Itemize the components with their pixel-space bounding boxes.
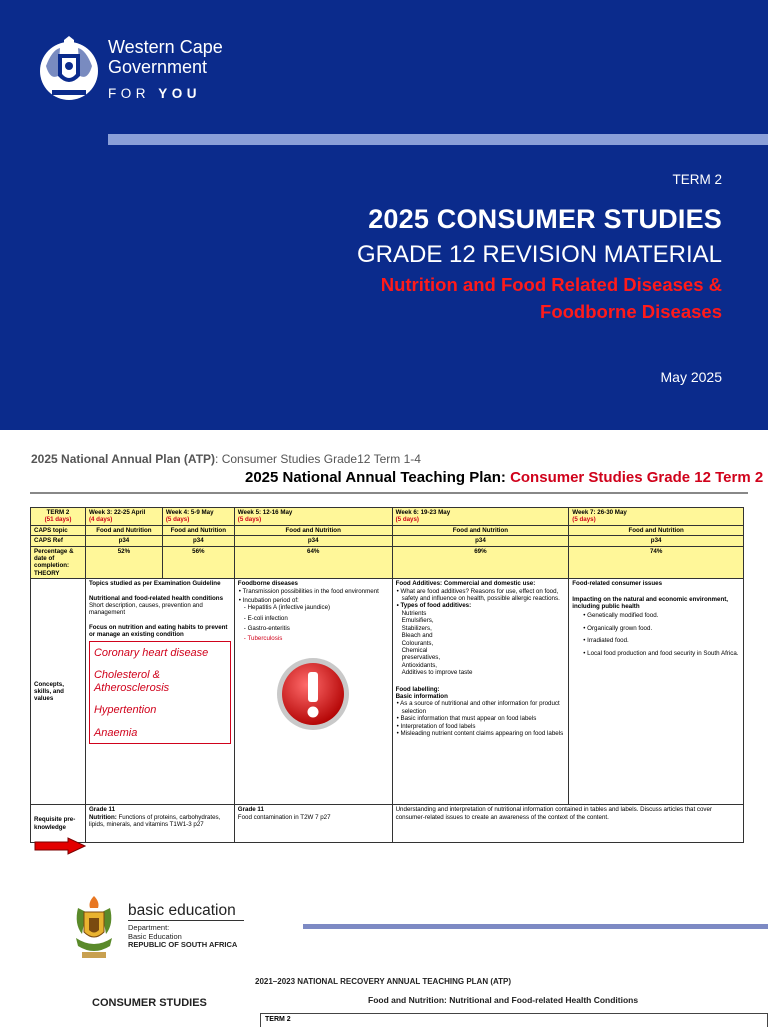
col1-focus: Focus on nutrition and eating habits to prevent or manage an existing condition [88, 623, 228, 639]
list-item: • Transmission possibilities in the food environment [238, 587, 379, 595]
col3-heading: Food Additives: Commercial and domestic use: [395, 580, 536, 588]
table-row [31, 579, 744, 805]
exclamation-warning-icon [275, 656, 351, 732]
week-header-cell [234, 508, 392, 526]
prereq-text [89, 814, 231, 829]
be-atp-title: 2021–2023 NATIONAL RECOVERY ANNUAL TEACHING PLAN (ATP) [255, 977, 512, 986]
col1-intro: Topics studied as per Examination Guideline [88, 580, 221, 588]
caps-ref-cell: p34 [234, 536, 392, 546]
additive-type: Bleach and [401, 632, 433, 640]
list-item-text: As a source of nutritional and other information for product selection [400, 700, 560, 715]
atp-small-heading [31, 452, 421, 466]
be-dept-label: Department: [128, 923, 170, 932]
prereq-text: Food contamination in T2W 7 p27 [237, 813, 331, 821]
list-item: • What are food additives? Reasons for use, effect on food, safety and influence on health, possible allergic reactions. [396, 587, 560, 603]
list-item-text: Genetically modified food. [587, 612, 659, 620]
percent-cell: 64% [234, 546, 392, 579]
list-item: • Misleading nutrient content claims appearing on food labels [396, 729, 564, 737]
week-label: Week 5: 12-16 May [237, 509, 293, 516]
disease-item: Anaemia [93, 726, 138, 739]
red-arrow-icon [34, 837, 86, 855]
list-item: • Irradiated food. [583, 637, 629, 645]
atp-main-heading-red: Consumer Studies Grade 12 Term 2 [510, 469, 764, 486]
additive-type: Stabilizers, [401, 624, 432, 632]
caps-ref-cell: p34 [162, 536, 234, 546]
page-title: 2025 CONSUMER STUDIES [368, 204, 722, 234]
logo-line-2: Government [108, 57, 208, 77]
atp-section [0, 430, 768, 870]
list-item: • Organically grown food. [583, 624, 653, 632]
logo-text [108, 37, 223, 77]
prereq-cell [85, 805, 234, 843]
term-header-cell [31, 508, 86, 526]
week-days: (5 days) [572, 516, 596, 524]
table-row [31, 536, 744, 546]
col3-labelling-heading: Food labelling: [395, 685, 440, 693]
list-item-text: Transmission possibilities in the food environment [242, 587, 379, 595]
be-dept-name: Basic Education [128, 931, 182, 941]
week-days: (4 days) [88, 516, 113, 524]
list-item: • Incubation period of: [238, 597, 299, 605]
list-item: - Gastro-enteritis [243, 625, 290, 633]
cover-page [0, 0, 768, 430]
percent-cell: 52% [85, 546, 162, 579]
term-header-label: TERM 2 [46, 509, 70, 516]
be-title: basic education [128, 902, 236, 919]
week-days: (5 days) [395, 516, 419, 524]
week-header-cell [162, 508, 234, 526]
percent-cell: 74% [569, 546, 744, 579]
caps-topic-cell: Food and Nutrition [234, 525, 392, 535]
week-label: Week 6: 19-23 May [395, 509, 451, 516]
list-item: • Local food production and food security in South Africa. [583, 649, 739, 657]
consumer-issues-cell [569, 579, 744, 805]
diseases-box [89, 641, 231, 745]
be-title-rule [128, 920, 244, 921]
atp-plan-table [30, 507, 744, 843]
list-item-text: What are food additives? Reasons for use, effect on food, safety and influence on health, possible allergic reactions. [400, 587, 560, 603]
row-label: CAPS topic [31, 525, 86, 535]
list-item: • Interpretation of food labels [396, 722, 476, 730]
atp-small-heading-bold: 2025 National Annual Plan (ATP) [31, 452, 216, 466]
col4-sub: Impacting on the natural and economic environment, including public health [572, 595, 729, 611]
week-days: (5 days) [165, 516, 190, 524]
col4-heading: Food-related consumer issues [572, 580, 663, 588]
list-item-text: Interpretation of food labels [400, 722, 476, 730]
logo-tagline [108, 86, 201, 101]
topic-line-1: Nutrition and Food Related Diseases & [380, 274, 722, 295]
list-item-text: Misleading nutrient content claims appearing on food labels [400, 729, 564, 737]
table-row [31, 525, 744, 535]
caps-ref-cell: p34 [569, 536, 744, 546]
caps-topic-cell: Food and Nutrition [569, 525, 744, 535]
page-subtitle: GRADE 12 REVISION MATERIAL [357, 241, 722, 268]
row-label: CAPS Ref [31, 536, 86, 546]
disease-item: Hypertention [93, 704, 157, 717]
foodborne-cell [234, 579, 392, 805]
list-item-text: Irradiated food. [587, 637, 629, 645]
week-header-cell [392, 508, 569, 526]
week-label: Week 3: 22-25 April [88, 509, 146, 516]
atp-main-heading [245, 469, 763, 486]
row-label: Percentage & date of completion: THEORY [31, 546, 86, 579]
week-label: Week 7: 26-30 May [572, 509, 627, 516]
prereq-cell [234, 805, 392, 843]
list-item: - Tuberculosis [243, 634, 283, 642]
be-topic: Food and Nutrition: Nutritional and Food-related Health Conditions [368, 995, 639, 1005]
prereq-bold: Nutrition: [88, 813, 117, 821]
be-country: REPUBLIC OF SOUTH AFRICA [128, 940, 238, 949]
list-item-text: Organically grown food. [587, 624, 653, 632]
list-item: • Types of food additives: [396, 602, 472, 610]
basic-education-section [0, 870, 768, 1024]
percent-cell: 69% [392, 546, 569, 579]
term-header-days: (51 days) [44, 516, 72, 524]
caps-topic-cell: Food and Nutrition [85, 525, 162, 535]
list-item: - Hepatitis A (infective jaundice) [243, 604, 331, 612]
additive-type: Chemical [401, 646, 428, 654]
additive-type: Nutrients [401, 609, 427, 617]
tagline-you: YOU [158, 86, 202, 101]
be-subject: CONSUMER STUDIES [92, 997, 207, 1009]
atp-small-heading-rest: : Consumer Studies Grade12 Term 1-4 [215, 452, 421, 466]
list-item: • Genetically modified food. [583, 612, 659, 620]
list-item-text: Incubation period of: [242, 597, 299, 605]
table-row [31, 508, 744, 526]
western-cape-coat-of-arms-icon [38, 36, 100, 102]
atp-main-heading-black: 2025 National Annual Teaching Plan: [245, 469, 511, 486]
be-subtitle [128, 924, 237, 950]
caps-topic-cell: Food and Nutrition [392, 525, 569, 535]
caps-topic-cell: Food and Nutrition [162, 525, 234, 535]
cover-divider-bar [108, 134, 768, 145]
caps-ref-cell: p34 [85, 536, 162, 546]
additive-type: Antioxidants, [401, 661, 438, 669]
prereq-rest: Functions of proteins, carbohydrates, lipids, minerals, and vitamins T1W1-3 p27 [88, 813, 221, 829]
tagline-for: FOR [108, 86, 150, 101]
food-additives-cell [392, 579, 569, 805]
disease-item: Coronary heart disease [93, 646, 209, 659]
prereq-grade: Grade 11 [237, 806, 264, 814]
list-item: - E-coli infection [243, 614, 288, 622]
be-divider-bar [303, 924, 768, 929]
south-africa-coat-of-arms-icon [70, 894, 118, 962]
col3-labelling-sub: Basic information [395, 692, 448, 700]
row-label: Concepts, skills, and values [31, 579, 86, 805]
additive-type: Additives to improve taste [401, 669, 473, 677]
be-table-header: TERM 2 [260, 1013, 768, 1027]
percent-cell: 56% [162, 546, 234, 579]
row-label: Requisite pre-knowledge [31, 805, 86, 843]
nutrition-conditions-cell [85, 579, 234, 805]
additive-type: preservatives, [401, 654, 441, 662]
disease-item: Cholesterol & Atherosclerosis [93, 669, 170, 694]
week-days: (5 days) [237, 516, 262, 524]
list-item: • As a source of nutritional and other information for product selection [396, 700, 560, 715]
table-row [31, 805, 744, 843]
term-label: TERM 2 [672, 172, 722, 187]
week-header-cell [569, 508, 744, 526]
list-item: • Basic information that must appear on food labels [396, 715, 537, 723]
topic-line-2: Foodborne Diseases [540, 301, 722, 322]
additive-type: Emulsifiers, [401, 617, 434, 625]
caps-ref-cell: p34 [392, 536, 569, 546]
col2-heading: Foodborne diseases [237, 580, 298, 588]
additive-type: Colourants, [401, 639, 434, 647]
logo-line-1: Western Cape [108, 37, 223, 57]
col1-desc: Short description, causes, prevention and management [88, 602, 203, 617]
cover-date: May 2025 [660, 369, 722, 385]
table-row [31, 546, 744, 579]
list-item-text: Types of food additives: [400, 602, 472, 610]
list-item-text: Local food production and food security in South Africa. [587, 649, 739, 657]
col1-heading: Nutritional and food-related health conditions [88, 594, 224, 602]
list-item-text: Basic information that must appear on food labels [400, 715, 537, 723]
week-header-cell [85, 508, 162, 526]
prereq-cell: Understanding and interpretation of nutritional information contained in tables and labels. Discuss articles that cover consumer-related issues to create an awareness of the context of the content. [392, 805, 743, 843]
week-label: Week 4: 5-9 May [165, 509, 214, 516]
atp-heading-rule [30, 492, 748, 494]
prereq-grade: Grade 11 [88, 806, 116, 814]
